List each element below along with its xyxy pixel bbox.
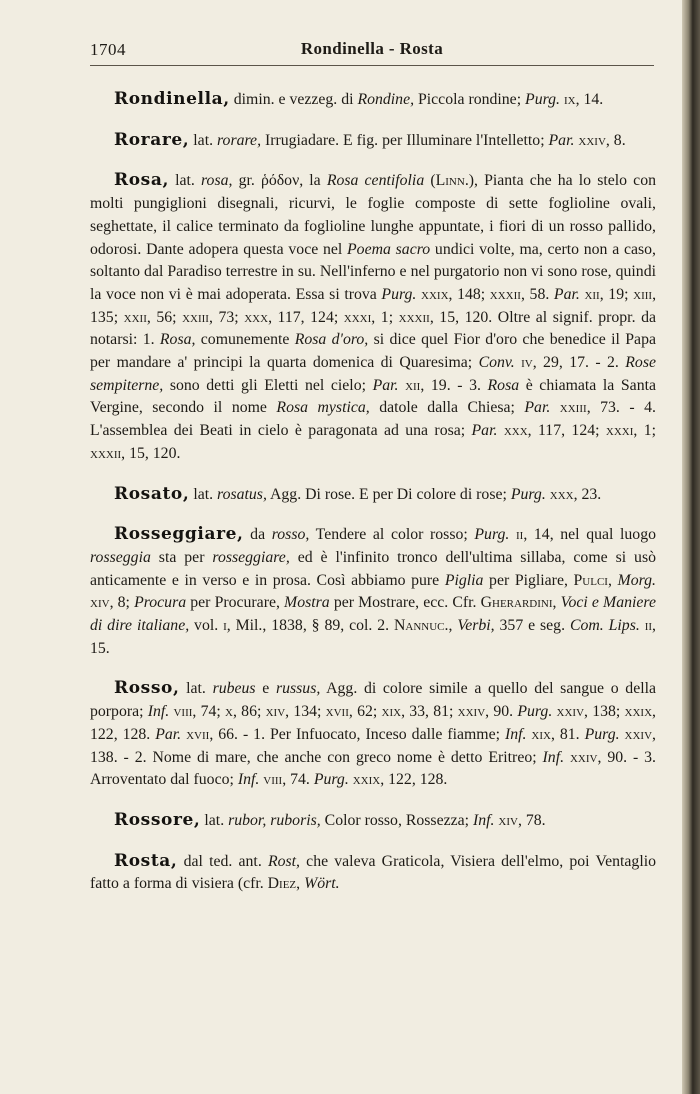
entry-text: , 1; — [371, 308, 399, 326]
entry-text: , 117, 124; — [268, 308, 344, 326]
italic-text: Voci e Maniere di dire italiane, — [90, 594, 656, 635]
small-caps-text: xxxi — [343, 308, 372, 326]
entry-text: , 78. — [517, 811, 546, 829]
entry-headword: Rosta, — [114, 850, 178, 871]
italic-text: rosatus, — [217, 485, 267, 503]
entry-text: , 14. — [575, 91, 604, 108]
entry-headword: Rosseggiare, — [114, 524, 244, 545]
italic-text: Com. Lips. — [569, 617, 640, 635]
small-caps-text: Nannuc — [394, 617, 445, 635]
italic-text: Conv. — [478, 354, 515, 372]
entry-text: , 81. — [550, 725, 585, 743]
page-number: 1704 — [90, 40, 126, 59]
italic-text: Par. — [548, 131, 575, 149]
entry-text: , 58. — [520, 285, 554, 303]
small-caps-text: xxiii — [182, 308, 209, 326]
italic-text: Rosa mystica, — [276, 399, 370, 417]
small-caps-text: xxxii — [90, 444, 122, 462]
small-caps-text: xix — [381, 703, 402, 721]
entry-text: , 86; — [232, 703, 266, 721]
entry-text: lat. — [168, 172, 201, 190]
small-caps-text: xxiv — [578, 131, 606, 149]
italic-text: Mostra — [284, 594, 330, 612]
entry-text: , 23. — [573, 485, 602, 503]
entry-text: , 122, 128. — [90, 703, 656, 743]
entry-text: , 73; — [208, 308, 245, 326]
entry-text: Agg. Di rose. E per Di colore di rose; — [266, 485, 511, 503]
italic-text: rorare, — [216, 131, 262, 149]
entry-headword: Rosso, — [114, 678, 180, 699]
entry-text: ., — [444, 617, 458, 635]
italic-text: rubor, ruboris, — [228, 811, 321, 829]
small-caps-text: iv — [521, 354, 533, 372]
italic-text: Inf. — [542, 748, 565, 766]
small-caps-text: xxiv — [556, 703, 585, 721]
small-caps-text: xxxii — [489, 285, 521, 303]
dictionary-entry — [90, 169, 656, 465]
italic-text: Procura — [134, 594, 187, 612]
small-caps-text: xxiv — [457, 703, 486, 721]
entry-text: Agg. di colore simile a quello del sangue o della porpora; — [90, 680, 657, 721]
entry-text: dimin. e vezzeg. di — [229, 91, 358, 108]
entry-text: , 90. — [485, 703, 518, 721]
entry-text: , 29, 17. - 2. — [532, 354, 626, 372]
entry-text: lat. — [200, 811, 229, 829]
small-caps-text: ii — [644, 617, 653, 635]
entry-text: , 122, 128. — [380, 771, 448, 789]
entry-list — [90, 88, 656, 913]
small-caps-text: xiv — [498, 811, 518, 829]
entry-text: ed è l'infinito tronco dell'ultima sillaba, come si usò anticamente e in verso e in prosa. Così abbiamo pure — [90, 548, 656, 589]
entry-text: Color rosso, Rossezza; — [320, 811, 473, 829]
italic-text: Rondine, — [357, 91, 415, 108]
entry-text: , 56; — [146, 308, 183, 326]
header-rule — [90, 65, 654, 66]
small-caps-text: Diez — [267, 875, 297, 893]
small-caps-text: xiv — [90, 594, 110, 612]
italic-text: Purg. — [510, 485, 546, 503]
italic-text: Piglia — [444, 571, 484, 589]
entry-text: Tendere al color rosso; — [309, 526, 475, 544]
italic-text: Rosa, — [159, 331, 196, 349]
entry-text: si dice quel Fior d'oro che benedice il Papa per mandare a' principi la quarta domenica di Quaresima; — [90, 331, 656, 372]
entry-text: da — [243, 526, 272, 544]
small-caps-text: xiii — [633, 285, 653, 303]
small-caps-text: xiv — [265, 703, 286, 721]
entry-text: , 1; — [633, 422, 656, 440]
dictionary-entry — [90, 850, 656, 896]
entry-text: , 14, nel qual luogo — [523, 526, 656, 544]
italic-text: Verbi, — [457, 617, 495, 635]
small-caps-text: xxx — [244, 308, 269, 326]
small-caps-text: xxix — [421, 285, 449, 303]
entry-text: Piccola rondine; — [414, 91, 526, 108]
entry-text: ( — [424, 172, 436, 190]
entry-text: e — [255, 680, 276, 698]
small-caps-text: xix — [531, 725, 551, 743]
dictionary-entry — [90, 483, 656, 507]
small-caps-text: i — [223, 617, 227, 635]
book-edge — [682, 0, 700, 1094]
entry-text: lat. — [189, 485, 218, 503]
entry-text: comunemente — [195, 331, 295, 349]
entry-text: undici volte, ma, certo non a caso, soltanto dal Paradiso terrestre in su. Nell'inferno e nel purgatorio non vi sono rose, quindi la voce non vi è mai adoperata. Essa si trova — [90, 240, 656, 303]
entry-text: , 90. - 3. Arroventato dal fuoco; — [90, 748, 656, 789]
entry-text: , 148; — [448, 285, 490, 303]
entry-headword: Rosa, — [114, 170, 169, 191]
entry-text: , 8; — [109, 594, 135, 612]
italic-text: Wört. — [304, 875, 340, 893]
small-caps-text: xii — [405, 376, 421, 394]
dictionary-entry — [90, 809, 656, 833]
entry-text: .), Pianta che ha lo stelo con molti pungiglioni disegnali, ricurvi, le foglie composte di sette foglioline ovali, seghettate, il calice terminato da foglioline lunghe appuntate, i fiori di un rosso pallido, odorosi. Dante adopera questa voce nel — [90, 172, 656, 258]
entry-text: , 134; — [285, 703, 326, 721]
italic-text: Rosa — [487, 376, 520, 394]
entry-text: , 74. — [282, 771, 314, 789]
small-caps-text: xxiv — [569, 748, 598, 766]
small-caps-text: xxix — [352, 771, 381, 789]
entry-text: sta per — [150, 548, 213, 566]
entry-text: lat. — [179, 680, 213, 698]
italic-text: Poema sacro — [347, 240, 431, 258]
entry-text: per Pigliare, — [483, 571, 574, 589]
entry-text: dal ted. ant. — [177, 852, 268, 870]
entry-text: , 135; — [90, 285, 657, 326]
italic-text: Morg. — [617, 571, 656, 589]
entry-text: , 8. — [605, 131, 626, 149]
small-caps-text: xxxii — [398, 308, 430, 326]
dictionary-entry — [90, 88, 656, 112]
small-caps-text: Linn — [435, 172, 465, 190]
entry-text: , 74; — [192, 703, 226, 721]
italic-text: Purg. — [517, 703, 553, 721]
entry-text — [550, 399, 560, 416]
small-caps-text: xxii — [123, 308, 147, 326]
italic-text: Inf. — [504, 725, 527, 743]
small-caps-text: xxxi — [605, 422, 634, 440]
entry-text: Irrugiadare. E fig. per Illuminare l'Intelletto; — [261, 131, 549, 149]
italic-text: rosseggiare, — [212, 548, 290, 566]
small-caps-text: xvii — [186, 725, 210, 743]
entry-text: , 66. - 1. Per Infuocato, Inceso dalle fiamme; — [209, 725, 505, 743]
entry-text: , — [552, 594, 561, 612]
entry-text: , 19. - 3. — [420, 376, 488, 394]
italic-text: Par. — [471, 422, 498, 440]
entry-text: gr. ῥόδον, la — [232, 172, 327, 190]
italic-text: Inf. — [237, 771, 260, 789]
dictionary-entry — [90, 523, 656, 660]
small-caps-text: xxiii — [559, 399, 587, 417]
small-caps-text: xxx — [549, 485, 574, 503]
italic-text: Par. — [372, 376, 399, 394]
entry-headword: Rondinella, — [114, 89, 230, 109]
small-caps-text: Pulci — [573, 571, 608, 589]
entry-text: 357 e seg. — [494, 617, 570, 635]
italic-text: rosso, — [271, 526, 310, 544]
small-caps-text: xxiv — [624, 725, 653, 743]
italic-text: Purg. — [584, 725, 620, 743]
entry-text: è chiamata la Santa Vergine, secondo il nome — [90, 376, 656, 417]
entry-text: , 138. - 2. Nome di mare, che anche con greco nome è detto Eritreo; — [90, 725, 656, 766]
entry-text: lat. — [189, 131, 217, 149]
small-caps-text: xvii — [325, 703, 349, 721]
small-caps-text: ii — [516, 526, 524, 544]
italic-text: Rose sempiterne, — [90, 354, 656, 394]
italic-text: rubeus — [212, 680, 256, 698]
italic-text: Par. — [553, 285, 580, 303]
entry-text: , 117, 124; — [527, 422, 606, 440]
entry-text: , — [607, 571, 618, 589]
entry-text: , Mil., 1838, § 89, col. 2. — [226, 617, 394, 635]
entry-text: , 19; — [599, 285, 634, 303]
italic-text: rosseggia — [90, 548, 151, 566]
entry-text: sono detti gli Eletti nel cielo; — [163, 376, 373, 394]
entry-headword: Rorare, — [114, 129, 190, 150]
page-header — [90, 36, 654, 66]
running-head: Rondinella - Rosta — [300, 39, 444, 58]
small-caps-text: x — [225, 703, 233, 721]
dictionary-entry — [90, 129, 656, 153]
entry-headword: Rossore, — [114, 809, 201, 830]
small-caps-text: ix — [563, 91, 576, 108]
entry-text: , 15, 120. Oltre al signif. propr. da notarsi: 1. — [90, 308, 656, 349]
entry-text: che valeva Graticola, Visiera dell'elmo, poi Ventaglio fatto a forma di visiera (cfr. — [90, 852, 656, 893]
italic-text: Rosa d'oro, — [294, 331, 369, 349]
entry-text: per Mostrare, ecc. Cfr. — [329, 594, 481, 612]
italic-text: Purg. — [313, 771, 349, 789]
small-caps-text: xxix — [624, 703, 653, 721]
italic-text: Rosa centifolia — [326, 172, 425, 190]
entry-text: vol. — [189, 617, 224, 635]
entry-text: per Procurare, — [186, 594, 285, 612]
entry-text — [509, 526, 516, 543]
italic-text: Purg. — [525, 91, 561, 108]
italic-text: Inf. — [472, 811, 495, 829]
italic-text: Purg. — [381, 285, 417, 303]
italic-text: Rost, — [267, 852, 300, 870]
entry-text: , — [296, 875, 305, 893]
italic-text: russus, — [275, 680, 321, 698]
entry-text: , 138; — [584, 703, 625, 721]
entry-text: , 33, 81; — [401, 703, 458, 721]
small-caps-text: xxx — [503, 422, 528, 440]
dictionary-entry — [90, 677, 656, 792]
small-caps-text: viii — [263, 771, 283, 789]
entry-text: , 73. - 4. L'assemblea dei Beati in cielo è paragonata ad una rosa; — [90, 399, 656, 440]
small-caps-text: Gherardini — [480, 594, 553, 612]
entry-headword: Rosato, — [114, 483, 190, 504]
italic-text: Purg. — [474, 526, 510, 544]
italic-text: Par. — [155, 725, 182, 743]
entry-text: datole dalla Chiesa; — [369, 399, 525, 417]
small-caps-text: viii — [173, 703, 193, 721]
italic-text: rosa, — [200, 172, 233, 190]
entry-text: , 15, 120. — [121, 444, 181, 462]
italic-text: Par. — [524, 399, 551, 417]
small-caps-text: xii — [584, 285, 600, 303]
italic-text: Inf. — [147, 703, 170, 721]
entry-text: , 15. — [90, 617, 656, 657]
entry-text: , 62; — [348, 703, 382, 721]
